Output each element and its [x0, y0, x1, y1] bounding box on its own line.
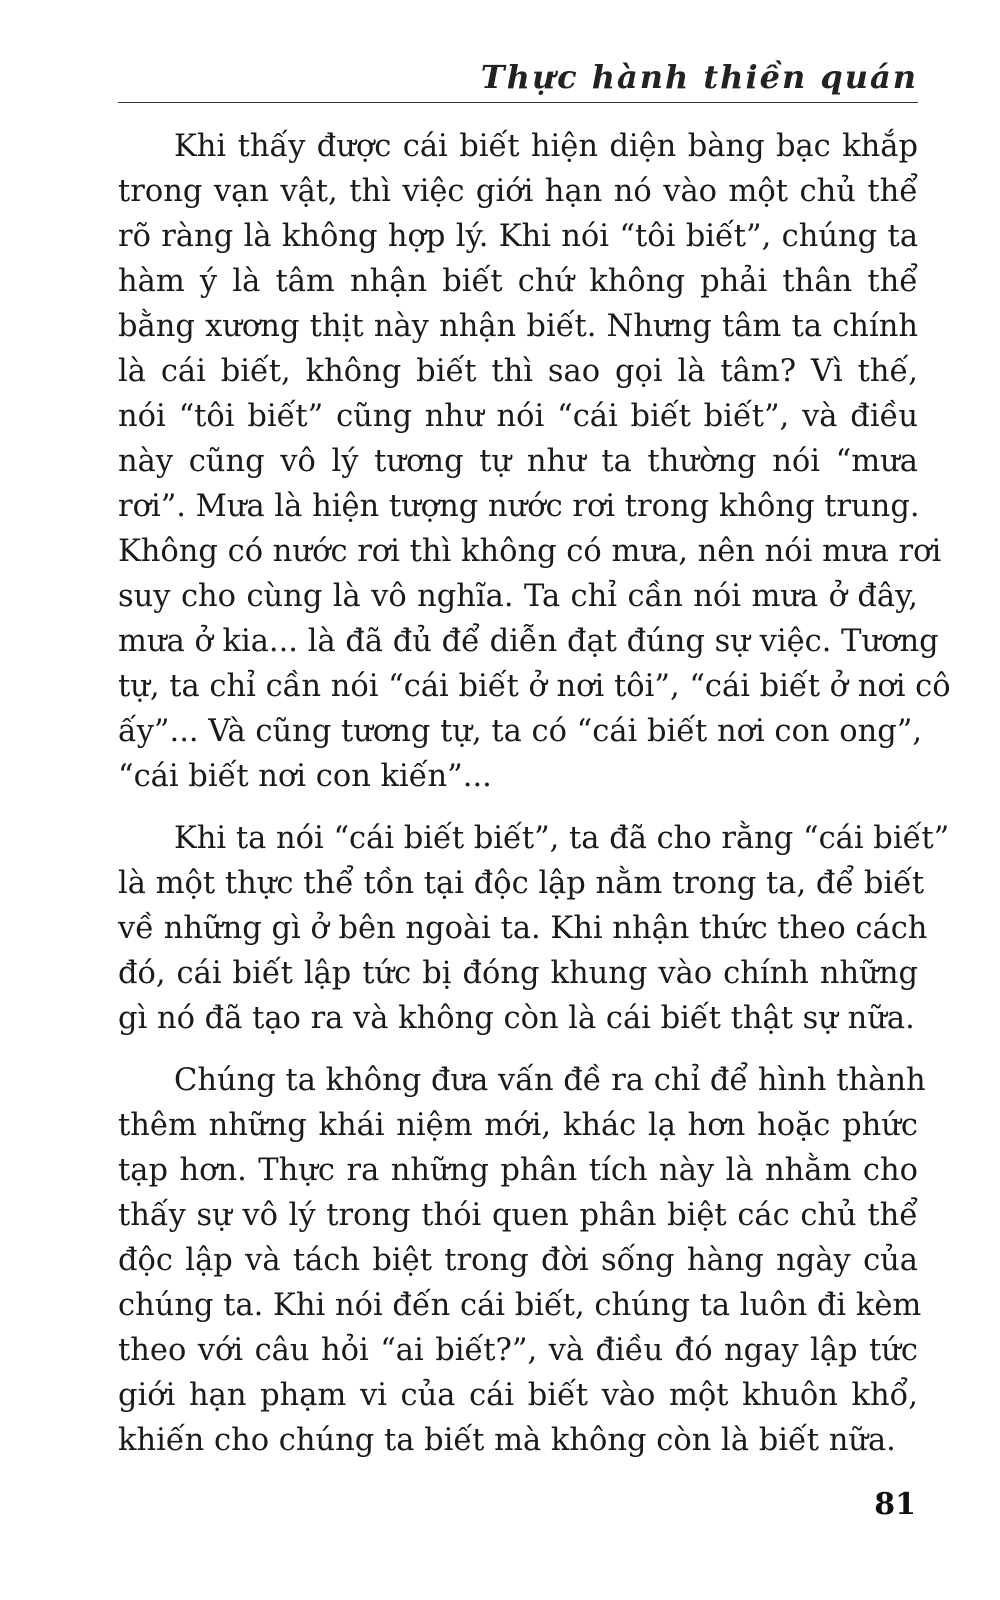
text-line: tạp hơn. Thực ra những phân tích này là nhằm cho — [118, 1153, 918, 1188]
text-line: suy cho cùng là vô nghĩa. Ta chỉ cần nói mưa ở đây, — [118, 579, 918, 614]
page-number: 81 — [874, 1487, 916, 1522]
text-line: Khi thấy được cái biết hiện diện bàng bạc khắp — [174, 129, 918, 164]
text-line: là cái biết, không biết thì sao gọi là tâm? Vì thế, — [118, 354, 918, 389]
text-line: rõ ràng là không hợp lý. Khi nói “tôi biết”, chúng ta — [118, 219, 918, 254]
text-line: về những gì ở bên ngoài ta. Khi nhận thức theo cách — [118, 911, 928, 946]
text-line: mưa ở kia... là đã đủ để diễn đạt đúng sự việc. Tương — [118, 624, 939, 659]
paragraph — [118, 124, 951, 799]
text-line: hàm ý là tâm nhận biết chứ không phải thân thể — [118, 264, 918, 299]
text-line: bằng xương thịt này nhận biết. Nhưng tâm ta chính — [118, 309, 918, 344]
text-line: trong vạn vật, thì việc giới hạn nó vào một chủ thể — [118, 174, 918, 209]
text-line: Chúng ta không đưa vấn đề ra chỉ để hình thành — [174, 1063, 926, 1098]
text-line: thấy sự vô lý trong thói quen phân biệt các chủ thể — [118, 1198, 918, 1233]
text-line: nói “tôi biết” cũng như nói “cái biết biết”, và điều — [118, 399, 918, 434]
text-line: chúng ta. Khi nói đến cái biết, chúng ta luôn đi kèm — [118, 1288, 922, 1323]
text-line: độc lập và tách biệt trong đời sống hàng ngày của — [118, 1243, 918, 1278]
text-line: theo với câu hỏi “ai biết?”, và điều đó ngay lập tức — [118, 1333, 918, 1368]
text-line: Khi ta nói “cái biết biết”, ta đã cho rằng “cái biết” — [174, 821, 950, 856]
body-text — [118, 124, 951, 1480]
text-line: ấy”... Và cũng tương tự, ta có “cái biết nơi con ong”, — [118, 714, 923, 749]
paragraph — [118, 1058, 926, 1463]
text-line: giới hạn phạm vi của cái biết vào một khuôn khổ, — [118, 1378, 918, 1413]
text-line: thêm những khái niệm mới, khác lạ hơn hoặc phức — [118, 1108, 918, 1143]
text-line: “cái biết nơi con kiến”... — [118, 759, 492, 794]
text-line: Không có nước rơi thì không có mưa, nên nói mưa rơi — [118, 534, 942, 569]
text-line: rơi”. Mưa là hiện tượng nước rơi trong không trung. — [118, 489, 920, 524]
text-line: tự, ta chỉ cần nói “cái biết ở nơi tôi”, “cái biết ở nơi cô — [118, 669, 951, 704]
text-line: đó, cái biết lập tức bị đóng khung vào chính những — [118, 956, 918, 991]
running-header — [118, 48, 918, 103]
text-line: khiến cho chúng ta biết mà không còn là biết nữa. — [118, 1423, 896, 1458]
text-line: gì nó đã tạo ra và không còn là cái biết thật sự nữa. — [118, 1001, 915, 1036]
text-line: là một thực thể tồn tại độc lập nằm trong ta, để biết — [118, 866, 925, 901]
text-line: này cũng vô lý tương tự như ta thường nói “mưa — [118, 444, 918, 479]
running-header-title: Thực hành thiền quán — [480, 58, 918, 96]
paragraph — [118, 816, 950, 1041]
